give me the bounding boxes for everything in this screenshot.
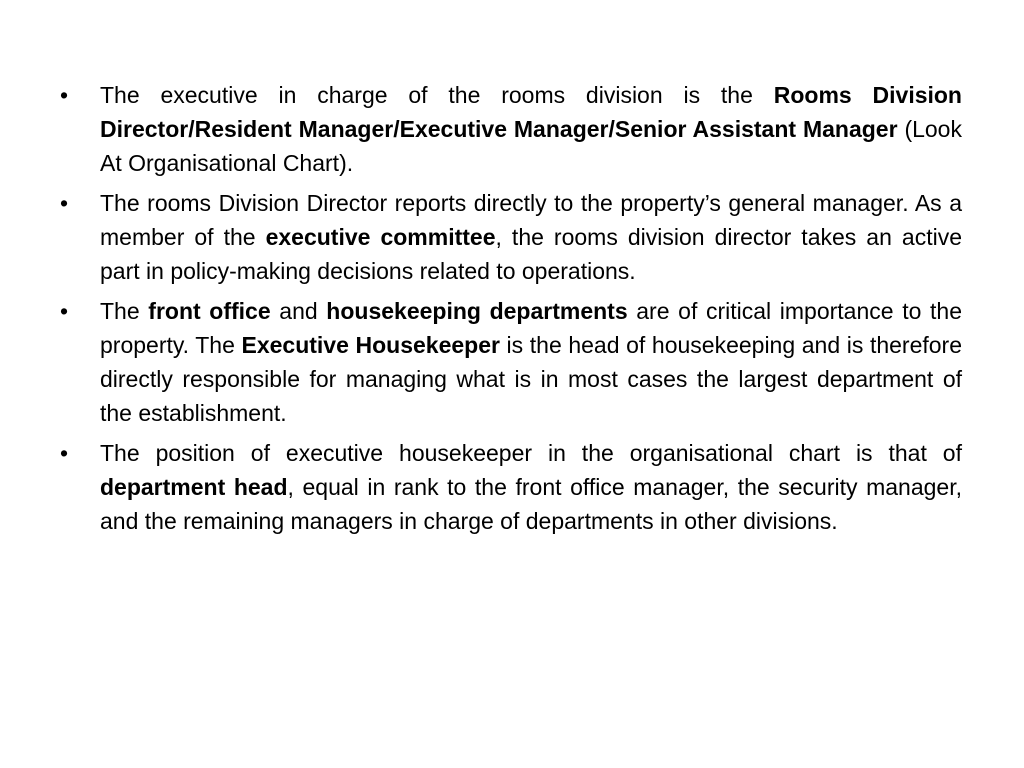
bullet-text	[100, 298, 962, 426]
bullet-segment: (Look At Organisational Chart).	[100, 116, 962, 176]
bullet-segment: The rooms Division Director reports directly to the property’s general manager. As a member of the	[100, 190, 962, 250]
bullet-segment: , the rooms division director takes an active part in policy-making decisions related to operations.	[100, 224, 962, 284]
bullet-segment-bold: Rooms Division Director/Resident Manager/Executive Manager/Senior Assistant Manager	[100, 82, 962, 142]
bullet-segment: are of critical importance to the property. The	[100, 298, 962, 358]
bullet-icon: •	[60, 190, 69, 216]
bullet-text	[100, 440, 962, 534]
bullet-item	[60, 78, 962, 180]
bullet-item	[60, 436, 962, 538]
bullet-icon: •	[60, 82, 69, 108]
bullet-icon: •	[60, 440, 69, 466]
bullet-icon: •	[60, 298, 69, 324]
bullet-segment: , equal in rank to the front office manager, the security manager, and the remaining managers in charge of departments in other divisions.	[100, 474, 962, 534]
bullet-text	[100, 82, 962, 176]
bullet-segment-bold: front office	[148, 298, 271, 324]
bullet-segment: The	[100, 298, 149, 324]
bullet-text	[100, 190, 962, 284]
bullet-segment-bold: department head	[100, 474, 288, 500]
bullet-segment: is the head of housekeeping and is therefore directly responsible for managing what is in most cases the largest department of the establishment.	[100, 332, 962, 426]
bullet-segment: The executive in charge of the rooms division is the	[100, 82, 774, 108]
bullet-segment-bold: housekeeping departments	[326, 298, 628, 324]
bullet-segment-bold: Executive Housekeeper	[241, 332, 500, 358]
bullet-list	[60, 78, 962, 544]
bullet-segment: and	[270, 298, 327, 324]
bullet-segment-bold: executive committee	[265, 224, 496, 250]
bullet-item	[60, 186, 962, 288]
bullet-item	[60, 294, 962, 430]
bullet-segment: The position of executive housekeeper in the organisational chart is that of	[100, 440, 962, 466]
